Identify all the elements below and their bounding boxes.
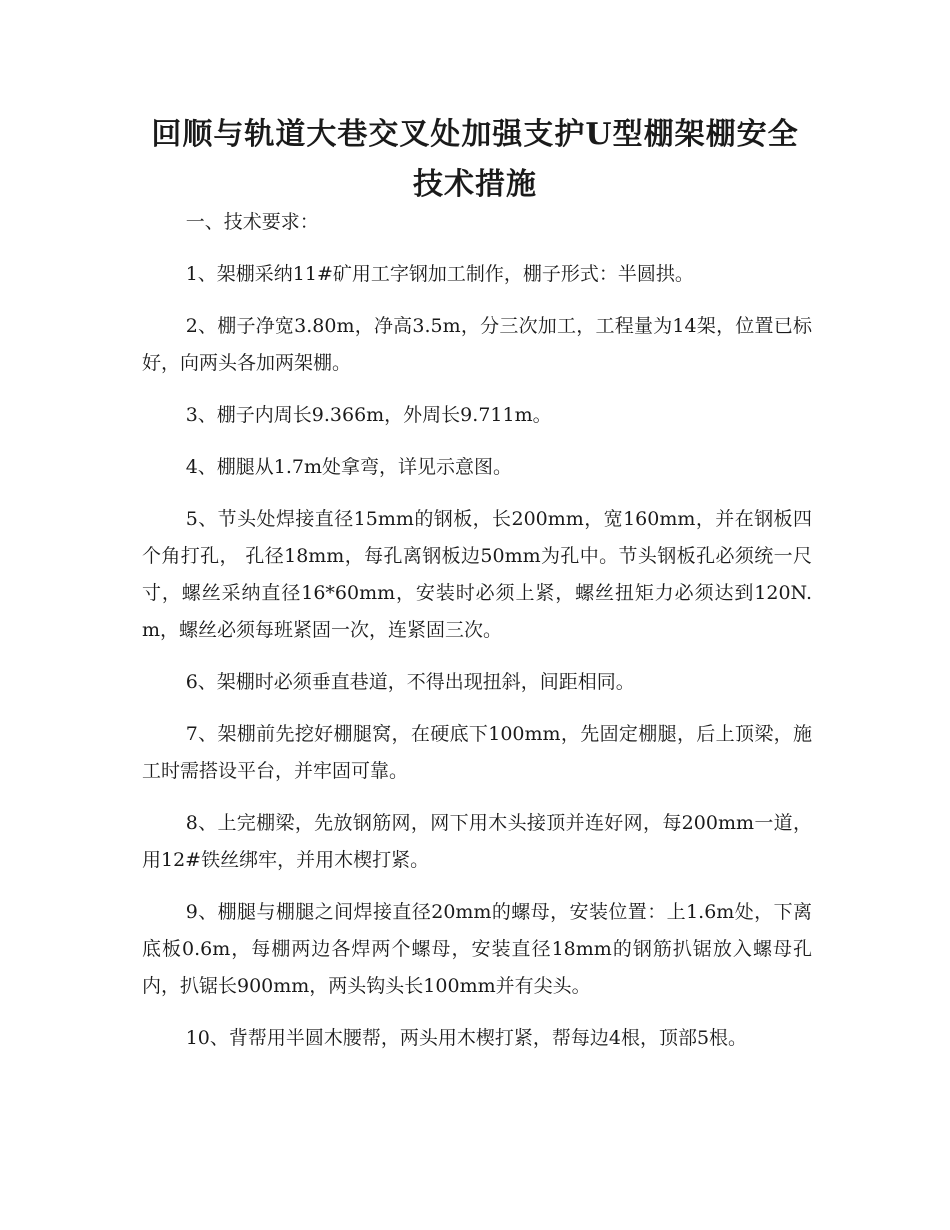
paragraph-item-7: 7、架棚前先挖好棚腿窝，在硬底下100mm，先固定棚腿，后上顶梁，施工时需搭设平台，并牢固可靠。 bbox=[142, 723, 812, 782]
paragraph-item-10: 10、背帮用半圆木腰帮，两头用木楔打紧，帮每边4根，顶部5根。 bbox=[185, 1027, 748, 1049]
paragraph-item-5: 5、节头处焊接直径15mm的钢板，长200mm，宽160mm，并在钢板四个角打孔， 孔径18mm，每孔离钢板边50mm为孔中。节头钢板孔必须统一尺寸，螺丝采纳直径16*60mm，安装时必须上紧，螺丝扭矩力必须达到120N.m，螺丝必须每班紧固一次，连紧固三次。 bbox=[142, 508, 812, 641]
paragraph-item-4: 4、棚腿从1.7m处拿弯，详见示意图。 bbox=[185, 456, 513, 478]
paragraph-item-6: 6、架棚时必须垂直巷道，不得出现扭斜，间距相同。 bbox=[185, 671, 635, 693]
document-title bbox=[130, 110, 820, 210]
document-body bbox=[142, 204, 812, 1072]
paragraph-item-9: 9、棚腿与棚腿之间焊接直径20mm的螺母，安装位置：上1.6m处，下离底板0.6m，每棚两边各焊两个螺母，安装直径18mm的钢筋扒锯放入螺母孔内，扒锯长900mm，两头钩头长100mm并有尖头。 bbox=[142, 901, 812, 997]
paragraph-item-8: 8、上完棚梁，先放钢筋网，网下用木头接顶并连好网，每200mm一道，用12#铁丝绑牢，并用木楔打紧。 bbox=[142, 812, 812, 871]
title-line-2: 技术措施 bbox=[413, 167, 537, 202]
section-heading: 一、技术要求： bbox=[185, 211, 319, 233]
paragraph-item-2: 2、棚子净宽3.80m，净高3.5m，分三次加工，工程量为14架，位置已标好，向两头各加两架棚。 bbox=[142, 315, 812, 374]
paragraph-item-3: 3、棚子内周长9.366m，外周长9.711m。 bbox=[185, 404, 552, 426]
title-line-1: 回顺与轨道大巷交叉处加强支护U型棚架棚安全 bbox=[151, 117, 799, 152]
paragraph-item-1: 1、架棚采纳11#矿用工字钢加工制作，棚子形式：半圆拱。 bbox=[185, 263, 694, 285]
